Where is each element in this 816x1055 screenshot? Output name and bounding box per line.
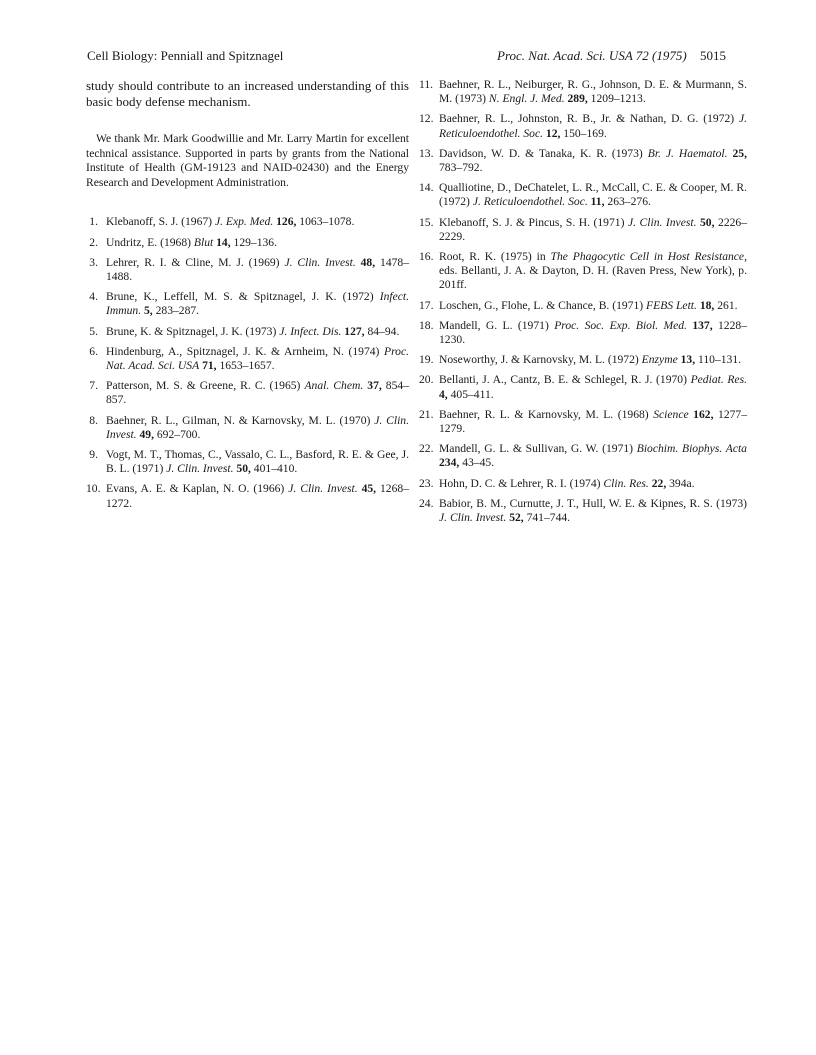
- reference-pages: 1268–1272.: [106, 482, 409, 510]
- reference-volume: 71,: [199, 359, 217, 372]
- reference-volume: 52,: [506, 511, 524, 525]
- reference-journal: Proc. Soc. Exp. Biol. Med.: [554, 318, 687, 332]
- reference-pages: 1478–1488.: [106, 255, 410, 283]
- reference-number: 4.: [89, 290, 98, 304]
- reference-volume: 22,: [648, 476, 667, 490]
- reference-journal: Pediat. Res.: [690, 373, 747, 387]
- reference-pages: 283–287.: [152, 304, 200, 318]
- reference-authors: Brune, K., Leffell, M. S. & Spitznagel, J. K. (1972): [106, 290, 380, 304]
- reference-item: [419, 147, 747, 175]
- reference-volume: 13,: [677, 353, 696, 367]
- reference-pages: 1653–1657.: [216, 359, 275, 372]
- reference-item: [419, 299, 747, 313]
- reference-journal: J. Clin. Invest.: [288, 482, 358, 496]
- running-header: [0, 48, 816, 68]
- reference-pages: 84–94.: [364, 324, 400, 338]
- reference-item: [419, 112, 747, 140]
- reference-number: 14.: [419, 181, 434, 195]
- reference-volume: 11,: [587, 195, 605, 209]
- reference-journal: J. Exp. Med.: [214, 215, 274, 229]
- reference-volume: 48,: [355, 255, 376, 269]
- reference-journal: Science: [653, 407, 689, 421]
- reference-number: 1.: [89, 215, 98, 229]
- reference-number: 7.: [89, 379, 98, 393]
- reference-journal: Enzyme: [641, 353, 678, 367]
- running-header-title: Cell Biology: Penniall and Spitznagel: [87, 48, 284, 63]
- reference-pages: 1277–1279.: [439, 407, 748, 436]
- reference-item: [419, 181, 747, 209]
- reference-authors: Baehner, R. L. & Karnovsky, M. L. (1968): [439, 407, 654, 421]
- reference-authors: Babior, B. M., Curnutte, J. T., Hull, W. E. & Kipnes, R. S. (1973): [439, 496, 747, 510]
- reference-number: 10.: [86, 482, 101, 496]
- reference-item: [419, 216, 747, 244]
- reference-volume: 162,: [688, 407, 714, 421]
- reference-authors: Evans, A. E. & Kaplan, N. O. (1966): [106, 482, 289, 496]
- reference-journal: N. Engl. J. Med.: [488, 92, 565, 106]
- reference-number: 6.: [89, 344, 98, 358]
- reference-item: [86, 325, 409, 339]
- reference-journal: Proc. Nat. Acad. Sci. USA: [106, 344, 409, 372]
- reference-journal: Blut: [193, 235, 214, 249]
- reference-volume: 4,: [439, 387, 448, 401]
- reference-journal: The Phagocytic Cell in Host Resistance,: [550, 250, 747, 264]
- reference-volume: 18,: [696, 298, 715, 312]
- reference-authors: Vogt, M. T., Thomas, C., Vassalo, C. L., Basford, R. E. & Gee, J. B. L. (1971): [106, 448, 409, 476]
- reference-item: [86, 482, 409, 510]
- reference-pages: 692–700.: [153, 427, 201, 441]
- reference-volume: 234,: [439, 456, 460, 470]
- reference-pages: 783–792.: [439, 161, 483, 175]
- reference-pages: 43–45.: [459, 456, 495, 470]
- reference-journal: Anal. Chem.: [304, 379, 364, 393]
- reference-item: [419, 497, 747, 525]
- reference-authors: Lehrer, R. I. & Cline, M. J. (1969): [106, 255, 285, 269]
- reference-authors: Baehner, R. L., Neiburger, R. G., Johnson, D. E. & Murmann, S. M. (1973): [439, 78, 747, 106]
- reference-pages: 394a.: [666, 476, 695, 490]
- reference-number: 20.: [419, 373, 434, 387]
- reference-item: [86, 290, 409, 318]
- reference-journal: Br. J. Haematol.: [647, 146, 728, 160]
- reference-number: 9.: [89, 448, 98, 462]
- reference-number: 18.: [419, 318, 434, 332]
- reference-authors: Noseworthy, J. & Karnovsky, M. L. (1972): [439, 353, 642, 367]
- reference-authors: Baehner, R. L., Johnston, R. B., Jr. & Nathan, D. G. (1972): [439, 112, 739, 126]
- left-column: [86, 78, 409, 517]
- reference-authors: Klebanoff, S. J. & Pincus, S. H. (1971): [439, 215, 628, 229]
- reference-journal: Biochim. Biophys. Acta: [636, 442, 747, 456]
- reference-volume: 12,: [543, 126, 561, 140]
- reference-item: [86, 345, 409, 373]
- reference-pages: 261.: [714, 298, 738, 312]
- reference-number: 3.: [89, 255, 98, 269]
- reference-number: 16.: [419, 250, 434, 264]
- reference-journal: J. Reticuloendothel. Soc.: [472, 195, 588, 209]
- reference-pages: 405–411.: [447, 387, 494, 401]
- reference-item: [419, 408, 747, 436]
- reference-pages: 110–131.: [695, 353, 742, 367]
- reference-journal: J. Clin. Invest.: [106, 413, 409, 441]
- reference-pages: 150–169.: [560, 126, 607, 140]
- reference-pages: 854–857.: [106, 379, 409, 407]
- reference-item: [419, 78, 747, 106]
- right-column: [419, 78, 747, 531]
- reference-number: 17.: [419, 298, 434, 312]
- reference-journal: J. Clin. Invest.: [284, 255, 356, 269]
- reference-number: 13.: [419, 146, 434, 160]
- reference-authors: Patterson, M. S. & Greene, R. C. (1965): [106, 379, 305, 393]
- reference-volume: 50,: [233, 462, 251, 476]
- reference-pages: 263–276.: [604, 195, 651, 209]
- reference-volume: 126,: [273, 215, 297, 229]
- reference-authors: Baehner, R. L., Gilman, N. & Karnovsky, M. L. (1970): [106, 413, 375, 427]
- reference-volume: 137,: [686, 318, 713, 332]
- reference-number: 12.: [419, 112, 434, 126]
- reference-item: [86, 379, 409, 407]
- reference-list-right: [419, 78, 747, 525]
- reference-journal: Infect. Immun.: [106, 290, 409, 318]
- reference-pages: 401–410.: [250, 462, 298, 476]
- reference-volume: 45,: [357, 482, 377, 496]
- reference-number: 22.: [419, 442, 434, 456]
- reference-number: 11.: [419, 78, 434, 91]
- reference-authors: Qualliotine, D., DeChatelet, L. R., McCall, C. E. & Cooper, M. R. (1972): [439, 181, 747, 209]
- reference-item: [419, 373, 747, 401]
- reference-number: 8.: [89, 413, 98, 427]
- reference-journal: J. Infect. Dis.: [279, 324, 342, 338]
- reference-item: [86, 448, 409, 476]
- reference-authors: Mandell, G. L. (1971): [439, 318, 555, 332]
- reference-item: [86, 414, 409, 442]
- reference-item: [419, 353, 747, 367]
- reference-authors: Loschen, G., Flohe, L. & Chance, B. (1971): [439, 298, 647, 312]
- reference-volume: 25,: [727, 146, 748, 160]
- reference-journal: J. Reticuloendothel. Soc.: [439, 112, 747, 140]
- reference-journal: Clin. Res.: [603, 476, 649, 490]
- reference-pages: eds. Bellanti, J. A. & Dayton, D. H. (Raven Press, New York), p. 201ff.: [439, 264, 747, 292]
- reference-volume: 14,: [213, 235, 231, 249]
- reference-item: [419, 319, 747, 347]
- reference-journal: J. Clin. Invest.: [166, 462, 234, 476]
- reference-authors: Klebanoff, S. J. (1967): [106, 215, 215, 229]
- reference-number: 21.: [419, 407, 434, 421]
- reference-item: [419, 477, 747, 491]
- reference-authors: Hindenburg, A., Spitznagel, J. K. & Arnheim, N. (1974): [106, 344, 384, 358]
- reference-authors: Undritz, E. (1968): [106, 235, 194, 249]
- reference-pages: 2226–2229.: [439, 215, 748, 243]
- reference-authors: Root, R. K. (1975) in: [439, 250, 551, 264]
- reference-number: 19.: [419, 353, 434, 367]
- reference-volume: 289,: [564, 92, 588, 106]
- reference-number: 23.: [419, 476, 434, 490]
- reference-number: 5.: [89, 324, 98, 338]
- reference-pages: 741–744.: [523, 511, 571, 525]
- body-paragraph: study should contribute to an increased understanding of this basic body defense mechanism.: [86, 78, 409, 109]
- acknowledgment: We thank Mr. Mark Goodwillie and Mr. Larry Martin for excellent technical assistance. Supported in parts by grants from the National Institute of Health (GM-19123 and NAID-02430) and the Energy Research and Development Administration.: [86, 132, 409, 189]
- reference-journal: J. Clin. Invest.: [439, 511, 507, 525]
- reference-volume: 5,: [141, 304, 153, 318]
- reference-number: 2.: [89, 235, 98, 249]
- journal-citation: Proc. Nat. Acad. Sci. USA 72 (1975): [497, 48, 687, 63]
- reference-number: 24.: [419, 496, 434, 510]
- reference-list-left: [86, 215, 409, 510]
- reference-authors: Bellanti, J. A., Cantz, B. E. & Schlegel, R. J. (1970): [439, 373, 691, 387]
- reference-volume: 37,: [363, 379, 382, 393]
- reference-pages: 1209–1213.: [587, 92, 646, 106]
- reference-authors: Brune, K. & Spitznagel, J. K. (1973): [106, 324, 280, 338]
- reference-authors: Hohn, D. C. & Lehrer, R. I. (1974): [439, 476, 604, 490]
- reference-item: [86, 256, 409, 284]
- reference-item: [419, 442, 747, 470]
- reference-item: [86, 236, 409, 250]
- reference-authors: Mandell, G. L. & Sullivan, G. W. (1971): [439, 442, 637, 456]
- reference-pages: 1228–1230.: [439, 318, 747, 347]
- reference-pages: 1063–1078.: [296, 215, 355, 229]
- reference-journal: J. Clin. Invest.: [627, 215, 697, 229]
- reference-volume: 50,: [696, 215, 715, 229]
- reference-item: [86, 215, 409, 229]
- reference-number: 15.: [419, 215, 434, 229]
- reference-volume: 127,: [341, 324, 365, 338]
- page-number: 5015: [700, 48, 726, 63]
- reference-authors: Davidson, W. D. & Tanaka, K. R. (1973): [439, 146, 648, 160]
- reference-pages: 129–136.: [230, 235, 277, 249]
- reference-journal: FEBS Lett.: [646, 298, 697, 312]
- reference-item: [419, 250, 747, 293]
- reference-volume: 49,: [136, 427, 154, 441]
